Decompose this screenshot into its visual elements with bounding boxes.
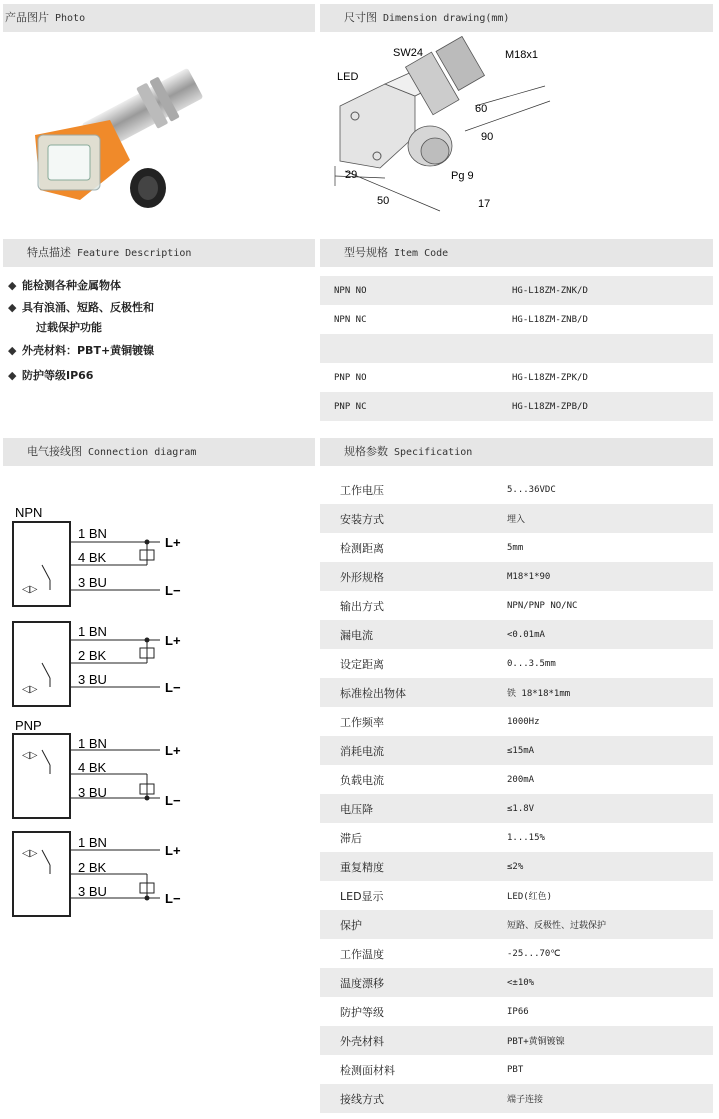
table-row: NPN NC HG-L18ZM-ZNB/D	[334, 314, 588, 325]
table-row: 重复精度 ≤2%	[320, 852, 713, 881]
wire-label: 1 BN	[78, 835, 107, 850]
l-minus-label: L−	[165, 891, 181, 906]
dim-17-label: 17	[478, 198, 491, 210]
svg-text:◁▷: ◁▷	[22, 750, 38, 761]
table-row: 工作频率 1000Hz	[340, 715, 540, 729]
l-minus-label: L−	[165, 680, 181, 695]
svg-text:◁▷: ◁▷	[22, 684, 38, 695]
l-plus-label: L+	[165, 843, 181, 858]
table-row: 保护 短路、反极性、过载保护	[320, 910, 713, 939]
table-row: 工作温度 -25...70℃	[340, 947, 561, 961]
wire-label: 3 BU	[78, 884, 107, 899]
dimension-header-en: Dimension drawing(mm)	[383, 13, 510, 24]
table-row: 漏电流 <0.01mA	[320, 620, 713, 649]
dim-29-label: 29	[345, 169, 358, 181]
table-row: 检测面材料 PBT	[340, 1063, 524, 1077]
table-row: 消耗电流 ≤15mA	[320, 736, 713, 765]
photo-header-cn: 产品图片	[5, 11, 49, 24]
l-minus-label: L−	[165, 793, 181, 808]
table-row: 接线方式 端子连接	[320, 1084, 713, 1113]
feature-2-cont: 过载保护功能	[36, 321, 102, 334]
wire-label: 2 BK	[78, 648, 107, 663]
l-minus-label: L−	[165, 583, 181, 598]
product-photo	[20, 40, 240, 220]
dim-sw-label: SW24	[393, 47, 423, 59]
table-row: 标准检出物体 铁 18*18*1mm	[320, 678, 713, 707]
table-row: PNP NC HG-L18ZM-ZPB/D	[320, 392, 713, 421]
dim-50-label: 50	[377, 195, 390, 207]
table-row: 温度漂移 <±10%	[320, 968, 713, 997]
pnp-label: PNP	[15, 718, 42, 733]
feature-1: ◆ 能检测各种金属物体	[8, 279, 121, 292]
connection-header-cn: 电气接线图	[27, 445, 82, 458]
table-row: LED显示 LED(红色)	[340, 889, 553, 903]
table-row: 滞后 1...15%	[340, 831, 545, 845]
table-row: 输出方式 NPN/PNP NO/NC	[340, 599, 578, 613]
table-row: PNP NO HG-L18ZM-ZPK/D	[334, 372, 588, 383]
spec-header	[320, 438, 713, 466]
item-header-en: Item Code	[394, 248, 449, 259]
dimension-drawing	[325, 36, 565, 216]
table-row: 电压降 ≤1.8V	[320, 794, 713, 823]
wire-label: 1 BN	[78, 736, 107, 751]
table-row: 安装方式 埋入	[320, 504, 713, 533]
table-row: NPN NO HG-L18ZM-ZNK/D	[320, 276, 713, 305]
spec-header-en: Specification	[394, 447, 473, 458]
dimension-header	[320, 4, 713, 32]
spec-table	[320, 475, 713, 1113]
table-row: 防护等级 IP66	[340, 1005, 529, 1019]
feature-3: ◆ 外壳材料：PBT+黄铜镀镍	[8, 344, 155, 357]
dim-60-label: 60	[475, 103, 488, 115]
wire-label: 4 BK	[78, 760, 107, 775]
table-row	[320, 334, 713, 363]
npn-label: NPN	[15, 505, 43, 520]
table-row: 外壳材料 PBT+黄铜镀镍	[320, 1026, 713, 1055]
dim-90-label: 90	[481, 131, 494, 143]
wire-label: 3 BU	[78, 785, 107, 800]
wire-label: 3 BU	[78, 672, 107, 687]
table-row: 外形规格 M18*1*90	[320, 562, 713, 591]
wire-label: 3 BU	[78, 575, 107, 590]
feature-header-en: Feature Description	[77, 248, 192, 259]
dimension-header-cn: 尺寸图	[344, 11, 377, 24]
wire-label: 2 BK	[78, 860, 107, 875]
wire-label: 1 BN	[78, 526, 107, 541]
photo-header-en: Photo	[55, 13, 86, 24]
l-plus-label: L+	[165, 633, 181, 648]
spec-header-cn: 规格参数	[344, 445, 388, 458]
feature-header	[3, 239, 315, 267]
feature-4: ◆ 防护等级IP66	[8, 369, 94, 382]
item-header-cn: 型号规格	[344, 246, 388, 259]
svg-text:◁▷: ◁▷	[22, 848, 38, 859]
dim-led-label: LED	[337, 71, 359, 83]
feature-2: ◆ 具有浪涌、短路、反极性和	[8, 301, 154, 314]
item-header	[320, 239, 713, 267]
dim-pg-label: Pg 9	[451, 170, 474, 182]
item-code-table	[320, 276, 713, 421]
feature-header-cn: 特点描述	[27, 246, 71, 259]
table-row: 设定距离 0...3.5mm	[340, 657, 556, 671]
connection-header-en: Connection diagram	[88, 447, 197, 458]
table-row: 负载电流 200mA	[340, 773, 535, 787]
l-plus-label: L+	[165, 535, 181, 550]
svg-text:◁▷: ◁▷	[22, 584, 38, 595]
photo-header	[3, 4, 315, 32]
wire-label: 1 BN	[78, 624, 107, 639]
table-row: 工作电压 5...36VDC	[340, 483, 556, 497]
connection-diagram	[0, 500, 210, 930]
table-row: 检测距离 5mm	[340, 541, 524, 555]
wire-label: 4 BK	[78, 550, 107, 565]
connection-header	[3, 438, 315, 466]
l-plus-label: L+	[165, 743, 181, 758]
dim-thread-label: M18x1	[505, 49, 539, 61]
